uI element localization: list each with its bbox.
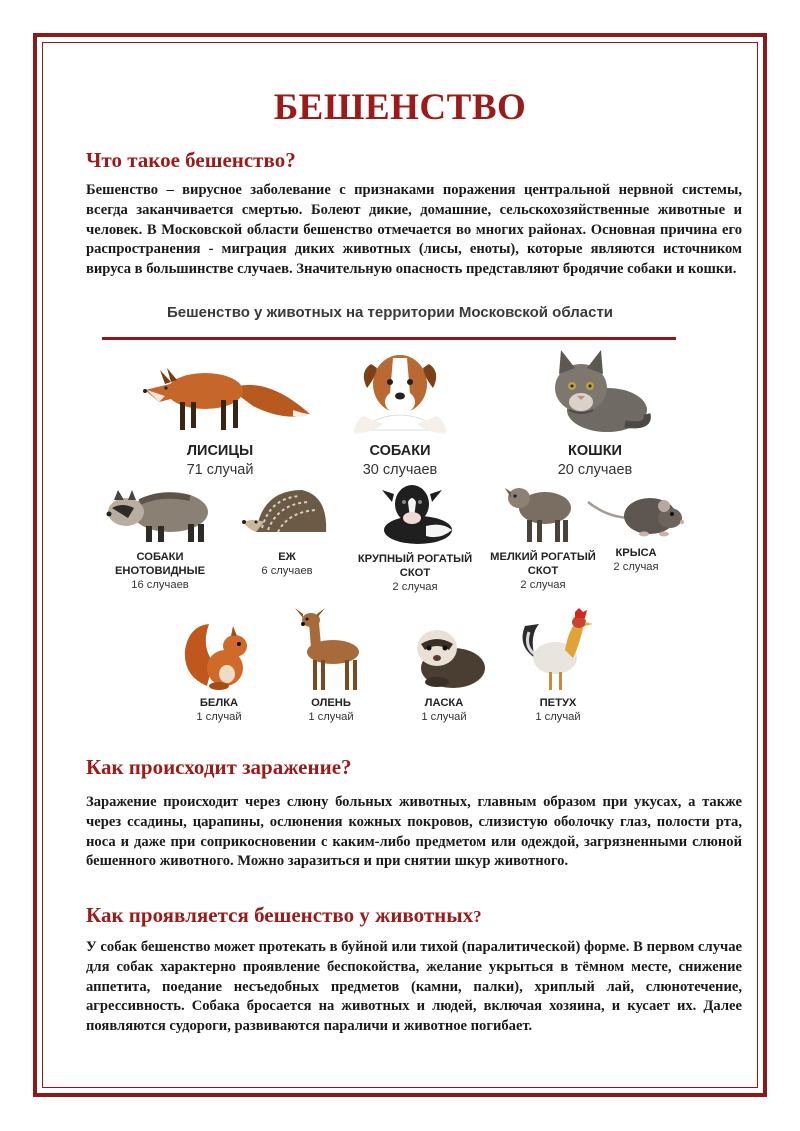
animal-count: 30 случаев (362, 462, 438, 479)
section-heading-symptoms-text: Как проявляется бешенство у животных (86, 903, 474, 927)
animal-rooster (502, 606, 614, 723)
infographic-divider (102, 337, 676, 340)
animal-cattle (350, 482, 480, 593)
section-heading-symptoms-mark: ? (473, 907, 482, 926)
animal-count: 6 случаев (261, 565, 313, 577)
page-title: БЕШЕНСТВО (273, 87, 527, 128)
animal-name: КРЫСА (615, 547, 657, 559)
animal-name: КРУПНЫЙ РОГАТЫЙ СКОТ (357, 553, 473, 579)
animal-name: ЛИСИЦЫ (186, 443, 254, 459)
section-text-what-is-rabies: Бешенство – вирусное заболевание с признаками поражения центральной нервной системы, всегда заканчивается смертью. Болеют дикие, домашние, сельскохозяйственные животные и человек. В Московской области бешенство отмечается во многих районах. Основная причина его распространения - миграция диких животных (лисы, еноты), которые являются источником вируса в большинстве случаев. Значительную опасность представляют бродячие собаки и кошки. (86, 182, 742, 278)
section-heading-symptoms (86, 903, 482, 928)
section-heading-infection: Как происходит заражение? (86, 755, 352, 779)
hedgehog-icon (242, 482, 332, 546)
dog-icon (345, 344, 455, 436)
fox-icon (125, 344, 315, 436)
animal-dog (340, 344, 460, 478)
animal-count: 2 случая (392, 581, 438, 593)
sheep-icon (503, 482, 583, 546)
animal-fox (120, 344, 320, 478)
animal-name: ОЛЕНЬ (311, 697, 351, 709)
animal-cat (520, 344, 670, 478)
raccoon-dog-icon (100, 482, 220, 546)
animal-count: 2 случая (520, 579, 566, 591)
section-text-symptoms: У собак бешенство может протекать в буйной или тихой (паралитической) форме. В первом случае для собак характерно проявление беспокойства, желание укрыться в тёмном месте, снижение аппетита, поедание несъедобных предметов (камни, палки), хриплый лай, слюнотечение, агрессивность. Собака бросается на животных и людей, включая хозяина, и кусает их. Далее появляются судороги, развиваются параличи и животное погибает. (86, 939, 742, 1035)
animal-name: БЕЛКА (199, 697, 239, 709)
animal-name: МЕЛКИЙ РОГАТЫЙ СКОТ (490, 551, 596, 577)
animal-name: КОШКИ (568, 443, 622, 459)
animal-name: ЕЖ (278, 551, 296, 563)
animal-deer (276, 606, 386, 723)
animal-name: ПЕТУХ (539, 697, 577, 709)
animal-hedgehog (234, 482, 340, 577)
animal-count: 1 случай (196, 711, 242, 723)
animal-count: 1 случай (535, 711, 581, 723)
animal-name: СОБАКИ (369, 443, 431, 459)
section-text-infection: Заражение происходит через слюну больных животных, главным образом при укусах, а также через ссадины, царапины, ослюнения кожных покровов, слизистую оболочку глаз, полости рта, носа и даже при соприкосновении с каким-либо предметом или одеждой, загрязненными слюной бешенного животного. Можно заразиться и при снятии шкур животного. (86, 794, 742, 870)
rabies-infographic (100, 300, 680, 740)
rat-icon (584, 482, 688, 542)
animal-squirrel (164, 616, 274, 723)
infographic-title: Бешенство у животных на территории Московской области (166, 304, 614, 321)
weasel-icon (399, 618, 489, 692)
rooster-icon (515, 606, 601, 692)
animal-weasel (388, 618, 500, 723)
animal-name: ЛАСКА (424, 697, 464, 709)
animal-name: СОБАКИ ЕНОТОВИДНЫЕ (114, 551, 206, 577)
deer-icon (289, 606, 373, 692)
section-heading-what-is-rabies: Что такое бешенство? (86, 148, 296, 172)
animal-raccoon-dog (94, 482, 226, 591)
animal-count: 1 случай (421, 711, 467, 723)
animal-count: 1 случай (308, 711, 354, 723)
squirrel-icon (179, 616, 259, 692)
cow-icon (370, 482, 460, 548)
cat-icon (535, 344, 655, 436)
animal-rat (584, 482, 688, 573)
animal-count: 2 случая (613, 561, 659, 573)
animal-count: 16 случаев (131, 579, 189, 591)
animal-count: 20 случаев (557, 462, 633, 479)
animal-count: 71 случай (186, 462, 254, 479)
